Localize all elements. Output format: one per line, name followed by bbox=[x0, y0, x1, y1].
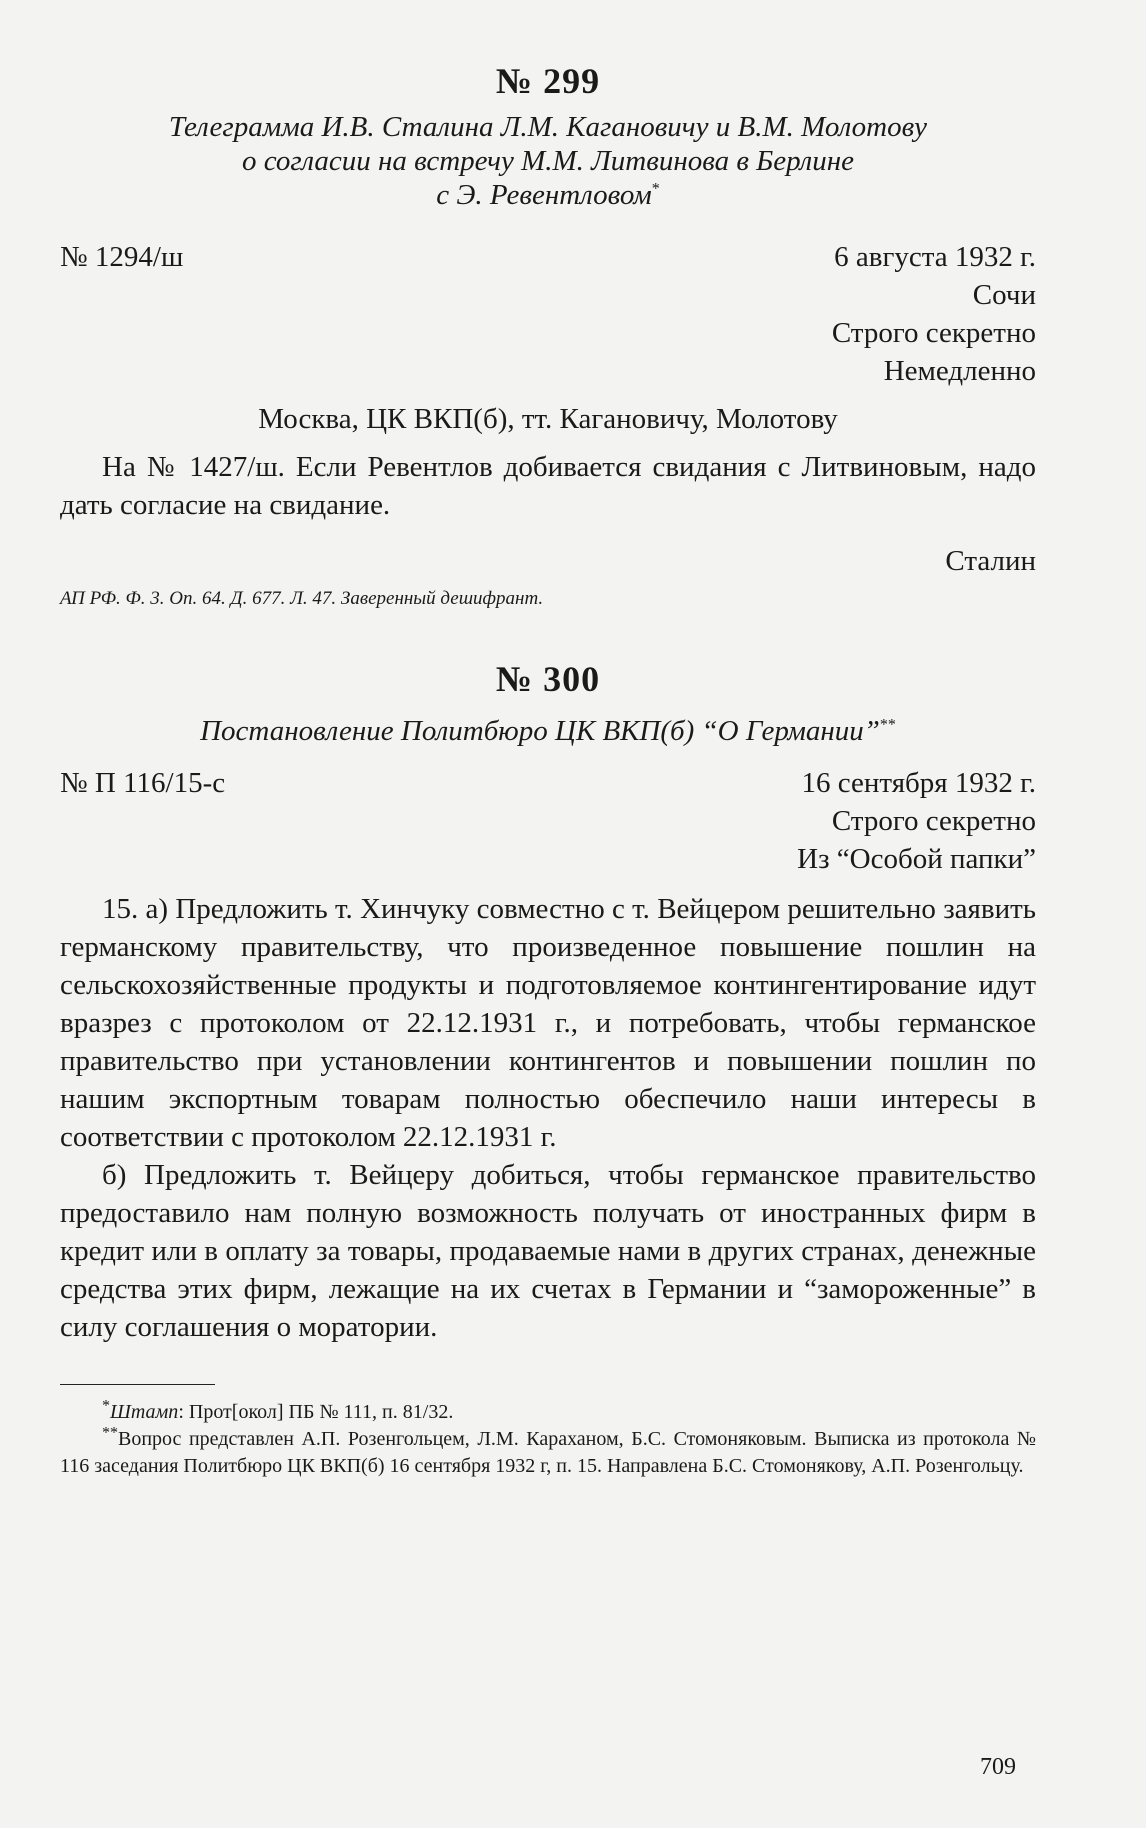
doc-300-folder: Из “Особой папки” bbox=[797, 843, 1036, 875]
doc-300-paragraph-a: 15. а) Предложить т. Хинчуку совместно с т. Вейцером решительно заявить германскому правительству, что произведенное повышение пошлин на сельскохозяйственные продукты и подготовляемое контингентирование идут вразрез с протоколом от 22.12.1931 г., и потребовать, чтобы германское правительство при установлении контингентов и повышении пошлин по нашим экспортным товарам полностью обеспечило наши интересы в соответствии с протоколом 22.12.1931 г. bbox=[60, 893, 1036, 1153]
doc-299-title bbox=[60, 110, 1036, 212]
doc-299-secrecy: Строго секретно bbox=[831, 317, 1036, 349]
doc-299-number: № 299 bbox=[495, 61, 601, 101]
doc-299-header-row bbox=[60, 238, 1036, 276]
footnote-2: **Вопрос представлен А.П. Розенгольцем, Л.М. Караханом, Б.С. Стомоняковым. Выписка из протокола № 116 заседания Политбюро ЦК ВКП(б) 16 сентября 1932 г, п. 15. Направлена Б.С. Стомонякову, А.П. Розенгольцу. bbox=[60, 1424, 1036, 1477]
doc-299-place: Сочи bbox=[972, 279, 1036, 311]
doc-299-urgency: Немедленно bbox=[883, 355, 1036, 387]
doc-299-addressee: Москва, ЦК ВКП(б), тт. Кагановичу, Молотову bbox=[258, 403, 838, 435]
doc-299-title-line: Телеграмма И.В. Сталина Л.М. Кагановичу и В.М. Молотову bbox=[168, 111, 928, 143]
doc-299-ref-number: № 1294/ш bbox=[60, 241, 184, 273]
document-page bbox=[60, 60, 1036, 1480]
doc-299-date: 6 августа 1932 г. bbox=[834, 241, 1036, 273]
footnote-1: *Штамп: Прот[окол] ПБ № 111, п. 81/32. bbox=[102, 1397, 454, 1423]
doc-300-header-row bbox=[60, 764, 1036, 802]
doc-300-date: 16 сентября 1932 г. bbox=[801, 767, 1036, 799]
page-number: 709 bbox=[980, 1754, 1016, 1780]
doc-299-title-line: с Э. Ревентловом* bbox=[436, 179, 660, 211]
doc-300-secrecy: Строго секретно bbox=[831, 805, 1036, 837]
footnote-divider bbox=[60, 1384, 215, 1385]
doc-300-ref-number: № П 116/15-с bbox=[60, 767, 226, 799]
footnote-marker: * bbox=[651, 180, 660, 198]
doc-299-title-line: о согласии на встречу М.М. Литвинова в Берлине bbox=[242, 145, 854, 177]
doc-300-number: № 300 bbox=[495, 659, 601, 699]
footnote-marker: ** bbox=[879, 716, 896, 734]
doc-300-paragraph-b: б) Предложить т. Вейцеру добиться, чтобы германское правительство предоставило нам полную возможность получать от иностранных фирм в кредит или в оплату за товары, продаваемые нами в других странах, денежные средства этих фирм, лежащие на их счетах в Германии и “замороженные” в силу соглашения о моратории. bbox=[60, 1159, 1036, 1343]
doc-299-signature: Сталин bbox=[945, 545, 1036, 577]
doc-299-body: На № 1427/ш. Если Ревентлов добивается свидания с Литвиновым, надо дать согласие на свидание. bbox=[60, 451, 1036, 521]
doc-300-title: Постановление Политбюро ЦК ВКП(б) “О Германии”** bbox=[200, 715, 896, 747]
doc-299-archive-reference: АП РФ. Ф. 3. Оп. 64. Д. 677. Л. 47. Заверенный дешифрант. bbox=[60, 588, 544, 609]
